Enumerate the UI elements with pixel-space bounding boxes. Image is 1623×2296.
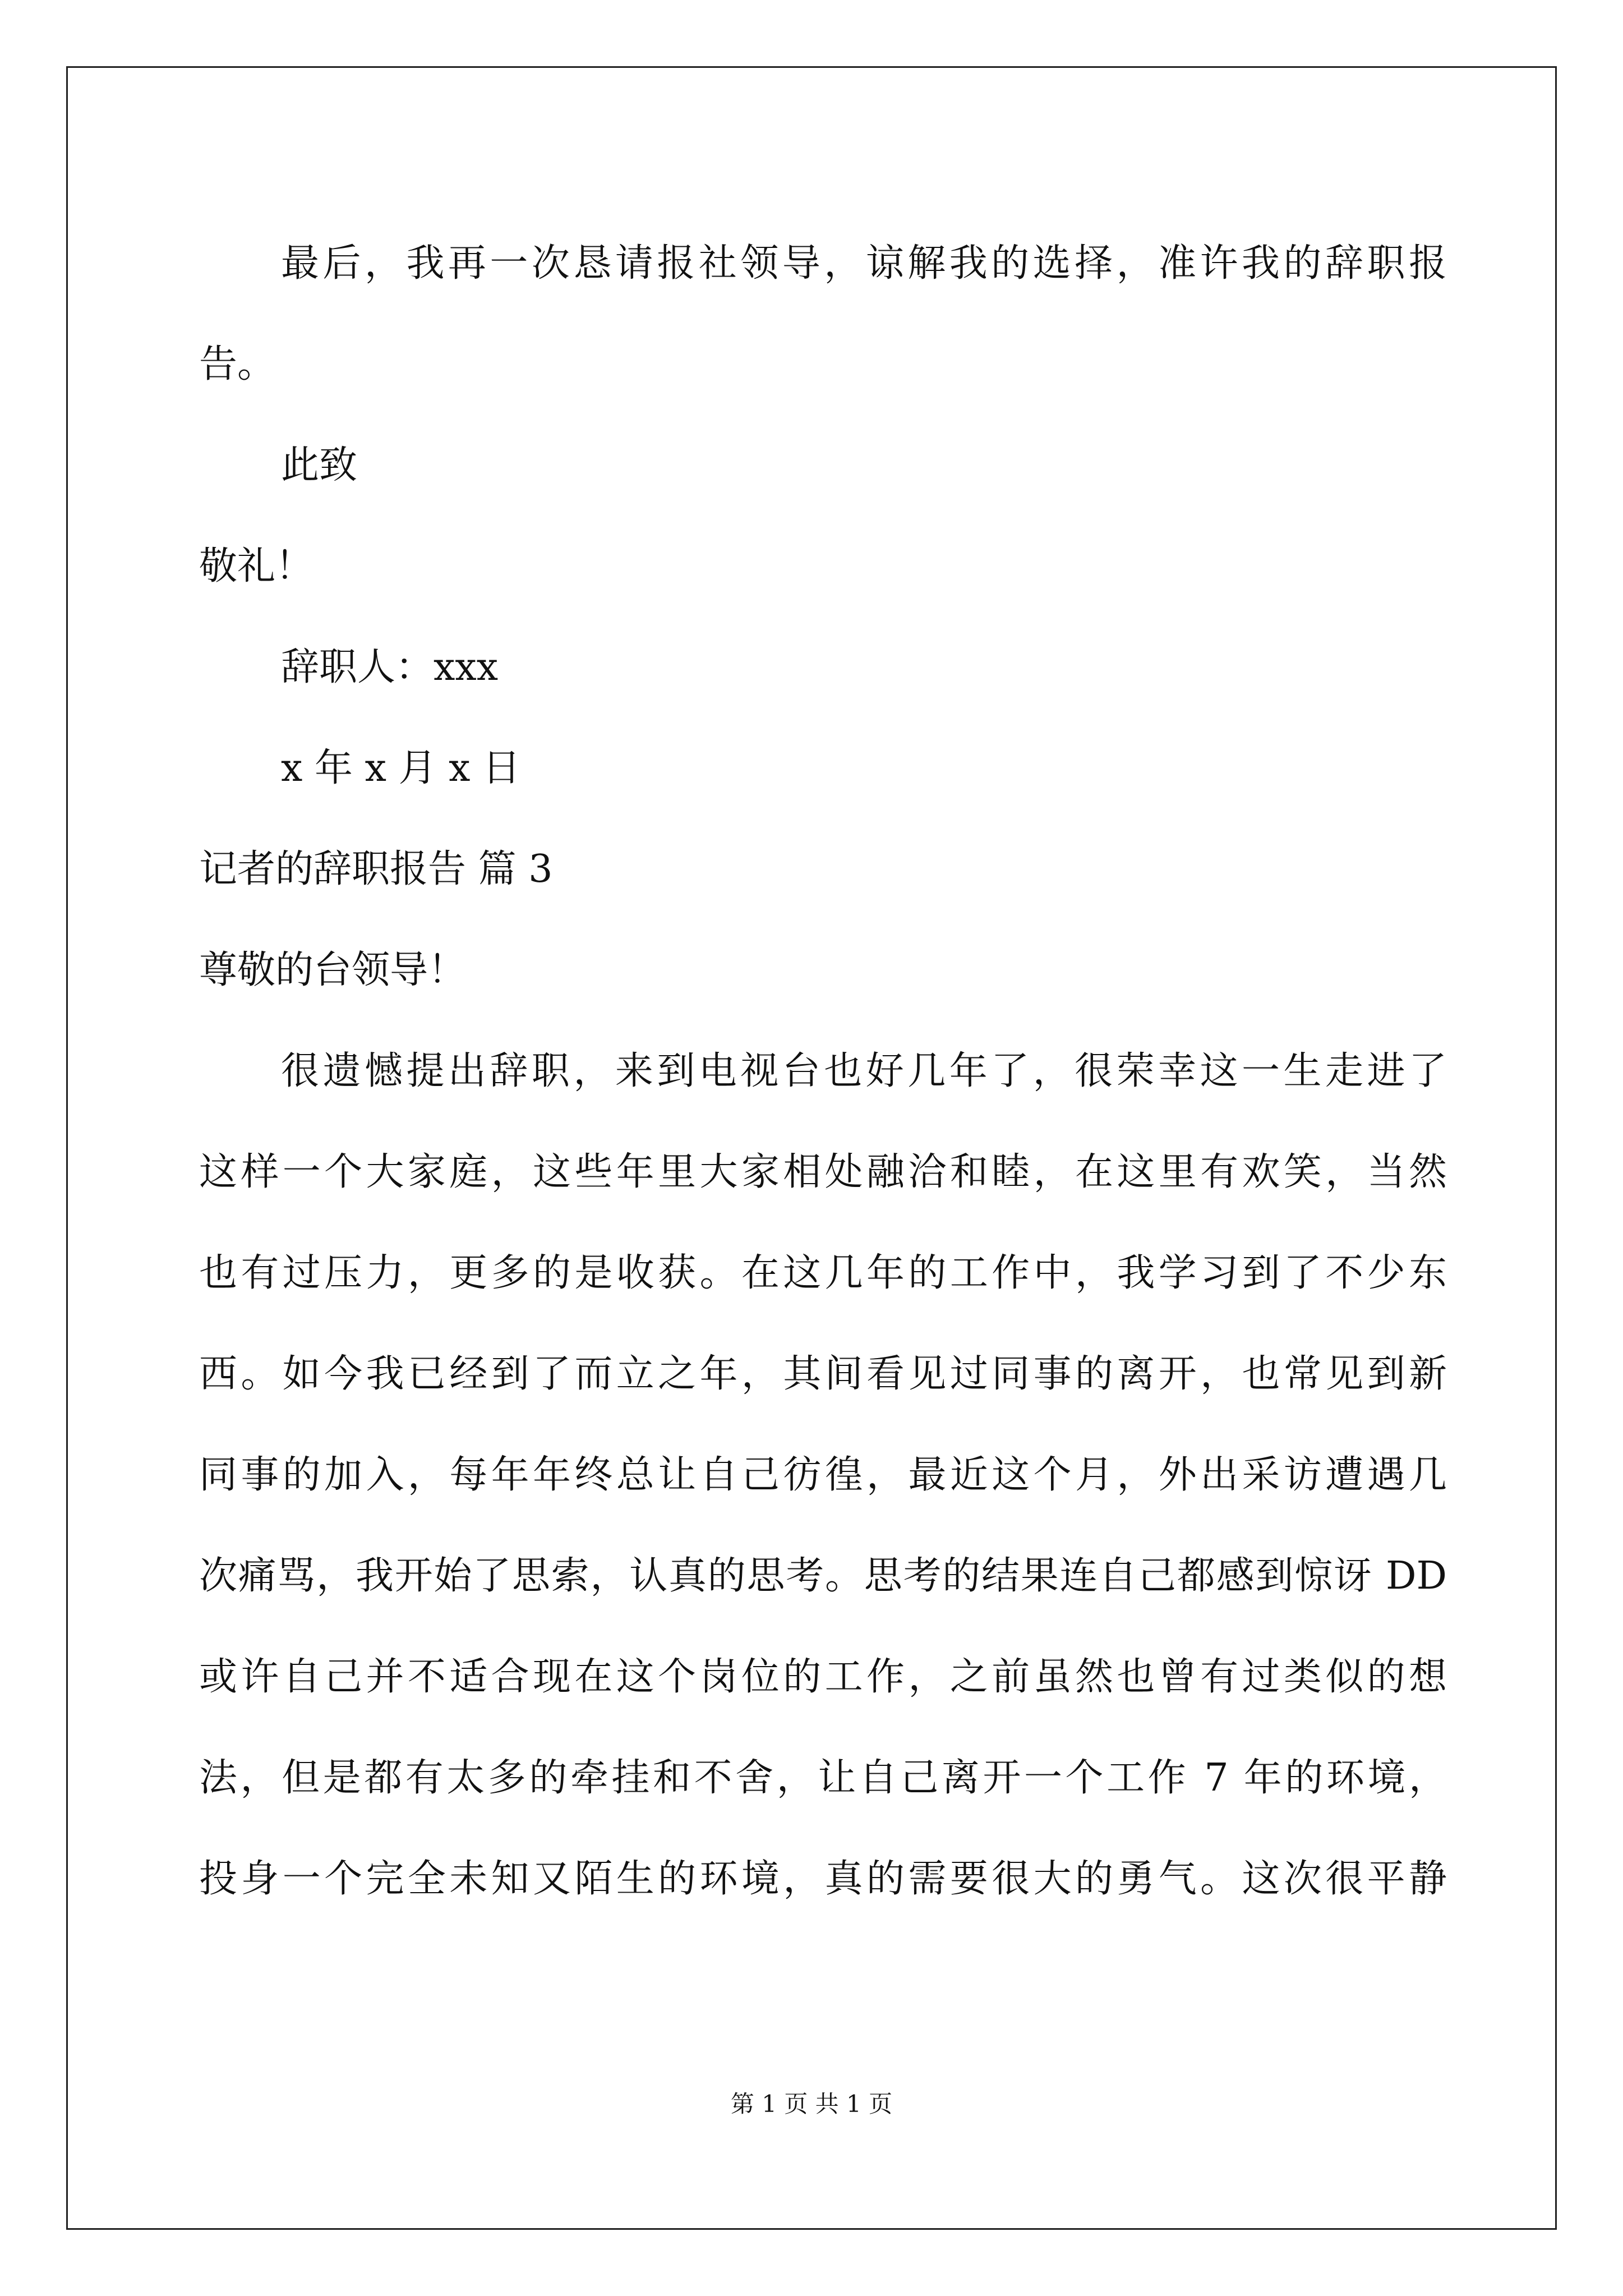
salutation-line: 敬礼！ [199,544,314,588]
paragraph-line: 西。如今我已经到了而立之年，其间看见过同事的离开，也常见到新 [199,1352,1447,1396]
paragraph-line: 这样一个大家庭，这些年里大家相处融洽和睦，在这里有欢笑，当然 [199,1150,1447,1194]
greeting-line: 尊敬的台领导！ [199,948,467,992]
section-heading: 记者的辞职报告 篇 3 [199,847,553,891]
page-footer: 第 1 页 共 1 页 [730,2090,893,2118]
paragraph-line: 很遗憾提出辞职，来到电视台也好几年了，很荣幸这一生走进了 [281,1049,1447,1093]
document-body [199,213,1447,1930]
paragraph-line: 也有过压力，更多的是收获。在这几年的工作中，我学习到了不少东 [199,1251,1447,1295]
paragraph-line: 次痛骂，我开始了思索，认真的思考。思考的结果连自己都感到惊讶 DD [199,1554,1447,1598]
paragraph-line: 法，但是都有太多的牵挂和不舍，让自己离开一个工作 7 年的环境， [199,1756,1447,1800]
closing-line: 此致 [281,443,358,487]
paragraph-line: 最后，我再一次恳请报社领导，谅解我的选择，准许我的辞职报 [281,241,1447,286]
paragraph-line: 告。 [199,342,276,386]
paragraph-line: 投身一个完全未知又陌生的环境，真的需要很大的勇气。这次很平静 [199,1857,1447,1901]
paragraph-line: 或许自己并不适合现在这个岗位的工作，之前虽然也曾有过类似的想 [199,1655,1447,1699]
paragraph-line: 同事的加入，每年年终总让自己彷徨，最近这个月，外出采访遭遇几 [199,1453,1447,1497]
date-line: x 年 x 月 x 日 [281,746,521,790]
signature-line: 辞职人：xxx [281,645,499,689]
